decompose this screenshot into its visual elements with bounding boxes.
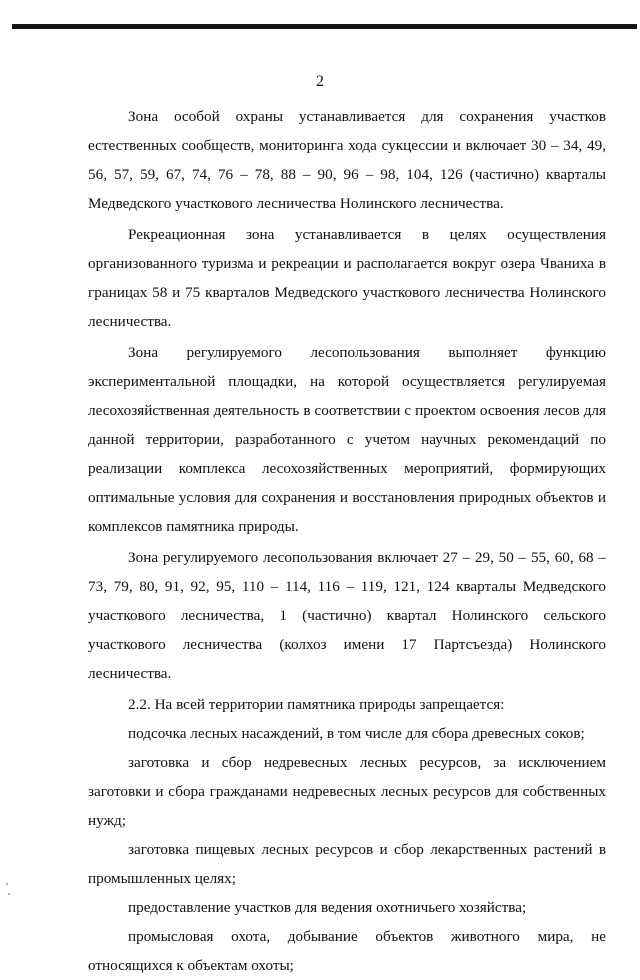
scan-artifact <box>8 893 10 895</box>
document-body <box>88 102 606 980</box>
paragraph-special-protection-zone: Зона особой охраны устанавливается для сохранения участков естественных сообществ, мониторинга хода сукцессии и включает 30 – 34, 49, 56, 57, 59, 67, 74, 76 – 78, 88 – 90, 96 – 98, 104, 126 (частично) кварталы Медведского участкового лесничества Нолинского лесничества. <box>88 108 606 212</box>
header-rule <box>12 24 637 29</box>
paragraph-regulated-forestry-zone: Зона регулируемого лесопользования выполняет функцию экспериментальной площадки, на которой осуществляется регулируемая лесохозяйственная деятельность в соответствии с проектом освоения лесов для данной территории, разработанного с учетом научных рекомендаций по реализации комплекса лесохозяйственных мероприятий, формирующих оптимальные условия для сохранения и восстановления природных объектов и комплексов памятника природы. <box>88 344 606 535</box>
list-item-commercial-hunting: промысловая охота, добывание объектов животного мира, не относящихся к объектам охоты; <box>88 928 606 974</box>
list-item-hunting-lease: предоставление участков для ведения охотничьего хозяйства; <box>128 899 527 916</box>
page-number: 2 <box>316 73 324 90</box>
paragraph-recreation-zone: Рекреационная зона устанавливается в целях осуществления организованного туризма и рекреации и располагается вокруг озера Чваниха в границах 58 и 75 кварталов Медведского участкового лесничества Нолинского лесничества. <box>88 226 606 330</box>
paragraph-section-2-2: 2.2. На всей территории памятника природы запрещается: <box>128 696 505 713</box>
paragraph-regulated-forestry-quarters: Зона регулируемого лесопользования включает 27 – 29, 50 – 55, 60, 68 – 73, 79, 80, 91, 92, 95, 110 – 114, 116 – 119, 121, 124 кварталы Медведского участкового лесничества, 1 (частично) квартал Нолинского сельского участкового лесничества (колхоз имени 17 Партсъезда) Нолинского лесничества. <box>88 549 606 682</box>
list-item-tapping: подсочка лесных насаждений, в том числе для сбора древесных соков; <box>128 725 585 742</box>
list-item-food-resources: заготовка пищевых лесных ресурсов и сбор лекарственных растений в промышленных целях; <box>88 841 606 887</box>
list-item-non-timber-resources: заготовка и сбор недревесных лесных ресурсов, за исключением заготовки и сбора гражданами недревесных лесных ресурсов для собственных нужд; <box>88 754 606 829</box>
scan-artifact <box>6 883 8 885</box>
